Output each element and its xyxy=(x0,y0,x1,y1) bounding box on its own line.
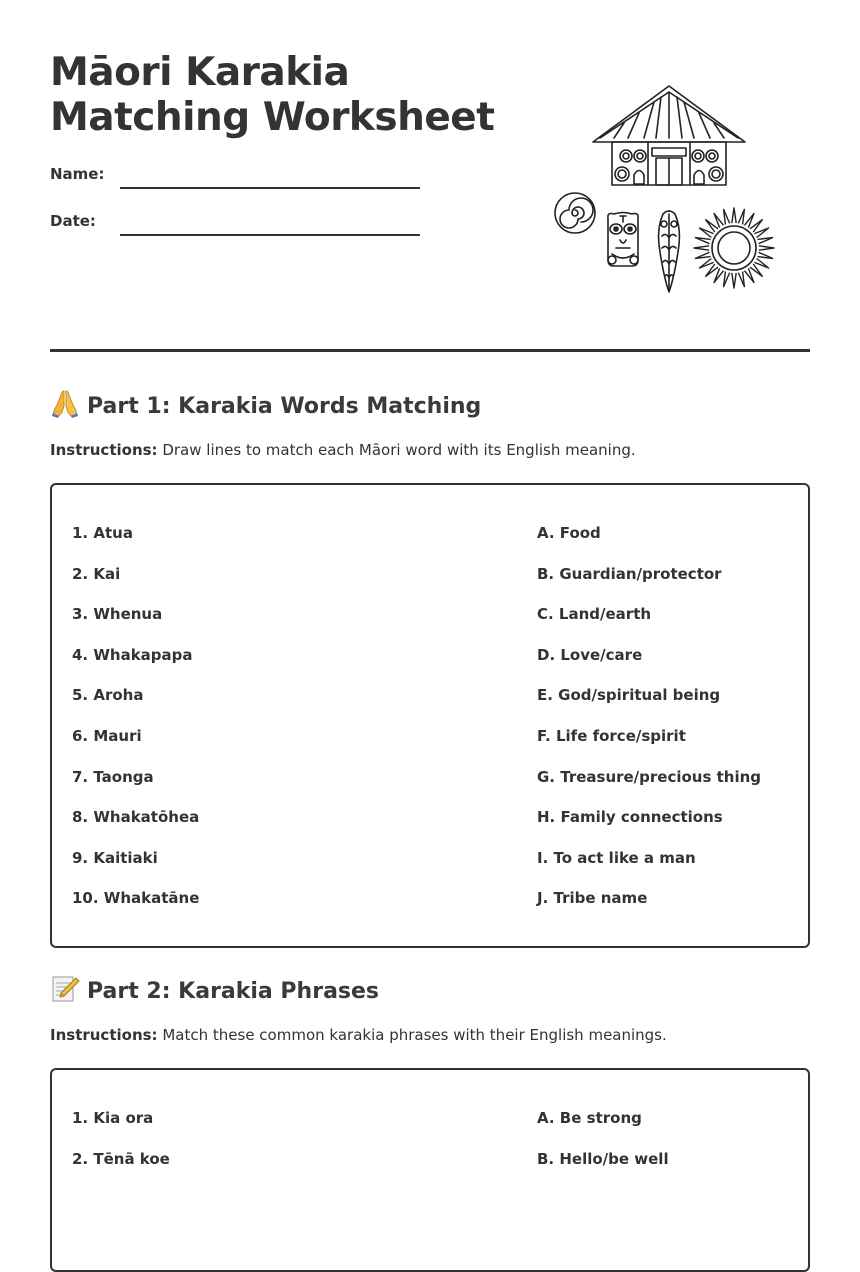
name-line[interactable] xyxy=(120,170,420,189)
sun-ray xyxy=(758,238,773,244)
part1-instructions xyxy=(50,441,636,459)
list-item[interactable]: I. To act like a man xyxy=(537,848,696,867)
list-item[interactable]: 10. Whakatāne xyxy=(72,889,200,908)
part1-maori-words xyxy=(72,523,199,929)
date-label: Date: xyxy=(50,212,96,230)
sun-ray xyxy=(732,208,736,223)
sun-ray xyxy=(699,228,713,238)
sun-ray xyxy=(738,272,744,287)
sun-ray xyxy=(724,272,730,287)
sun-ray xyxy=(695,238,710,244)
sun-ray xyxy=(724,209,730,224)
part1-english-meanings xyxy=(537,523,761,929)
sun-ray xyxy=(714,268,724,282)
date-line[interactable] xyxy=(120,217,420,236)
list-item[interactable]: C. Land/earth xyxy=(537,605,652,624)
list-item[interactable]: H. Family connections xyxy=(537,808,723,827)
part2-instructions xyxy=(50,1026,667,1044)
sun-ray xyxy=(694,246,709,250)
list-item[interactable]: F. Life force/spirit xyxy=(537,726,686,745)
name-label: Name: xyxy=(50,165,105,183)
wharenui-icon xyxy=(593,86,745,185)
memo-icon xyxy=(50,973,80,1003)
part2-english-meanings xyxy=(537,1108,669,1189)
part2-maori-phrases xyxy=(72,1108,170,1189)
list-item[interactable]: B. Hello/be well xyxy=(537,1149,669,1168)
list-item[interactable]: 4. Whakapapa xyxy=(72,645,193,664)
list-item[interactable]: 8. Whakatōhea xyxy=(72,808,200,827)
sun-ray xyxy=(750,264,762,276)
sun-icon xyxy=(712,226,756,270)
list-item[interactable]: 7. Taonga xyxy=(72,767,154,786)
list-item[interactable]: A. Food xyxy=(537,524,601,542)
list-item[interactable]: J. Tribe name xyxy=(537,889,648,908)
list-item[interactable]: B. Guardian/protector xyxy=(537,564,722,583)
part1-instructions-text: Draw lines to match each Māori word with its English meaning. xyxy=(162,441,636,459)
list-item[interactable]: E. God/spiritual being xyxy=(537,686,721,705)
sun-ray xyxy=(738,209,744,224)
list-item[interactable]: G. Treasure/precious thing xyxy=(537,767,762,786)
sun-ray xyxy=(745,268,755,282)
sun-ray xyxy=(706,264,718,276)
part1-title: Part 1: Karakia Words Matching xyxy=(87,394,482,419)
maori-illustration xyxy=(548,80,780,300)
page-title: Māori Karakia Matching Worksheet xyxy=(50,50,495,140)
sun-ray xyxy=(758,252,773,258)
koru-spiral-icon xyxy=(555,193,595,233)
sun-ray xyxy=(695,252,710,258)
section-divider xyxy=(50,349,810,352)
list-item[interactable]: 1. Kia ora xyxy=(72,1109,154,1127)
sun-ray xyxy=(750,220,762,232)
list-item[interactable]: 9. Kaitiaki xyxy=(72,848,158,867)
sun-ray xyxy=(754,259,768,269)
sun-ray xyxy=(732,273,736,288)
part2-instructions-text: Match these common karakia phrases with their English meanings. xyxy=(162,1026,667,1044)
carving-icon xyxy=(659,211,680,292)
praying-hands-icon xyxy=(50,388,80,418)
list-item[interactable]: 2. Tēnā koe xyxy=(72,1149,170,1168)
part1-matching-box xyxy=(50,483,810,948)
list-item[interactable]: 5. Aroha xyxy=(72,686,144,705)
part2-title: Part 2: Karakia Phrases xyxy=(87,979,380,1004)
list-item[interactable]: A. Be strong xyxy=(537,1109,642,1127)
sun-ray xyxy=(714,213,724,227)
part1-instructions-label: Instructions: xyxy=(50,441,158,459)
part2-instructions-label: Instructions: xyxy=(50,1026,158,1044)
list-item[interactable]: D. Love/care xyxy=(537,645,643,664)
sun-ray xyxy=(706,220,718,232)
sun-ray xyxy=(745,213,755,227)
part2-matching-box xyxy=(50,1068,810,1272)
list-item[interactable]: 1. Atua xyxy=(72,524,133,542)
sun-ray xyxy=(759,246,774,250)
list-item[interactable]: 6. Mauri xyxy=(72,726,142,745)
list-item[interactable]: 2. Kai xyxy=(72,564,121,583)
sun-ray xyxy=(754,228,768,238)
tiki-icon xyxy=(608,213,638,267)
part1-heading xyxy=(50,388,481,419)
list-item[interactable]: 3. Whenua xyxy=(72,605,163,624)
sun-ray xyxy=(699,259,713,269)
part2-heading xyxy=(50,973,379,1004)
